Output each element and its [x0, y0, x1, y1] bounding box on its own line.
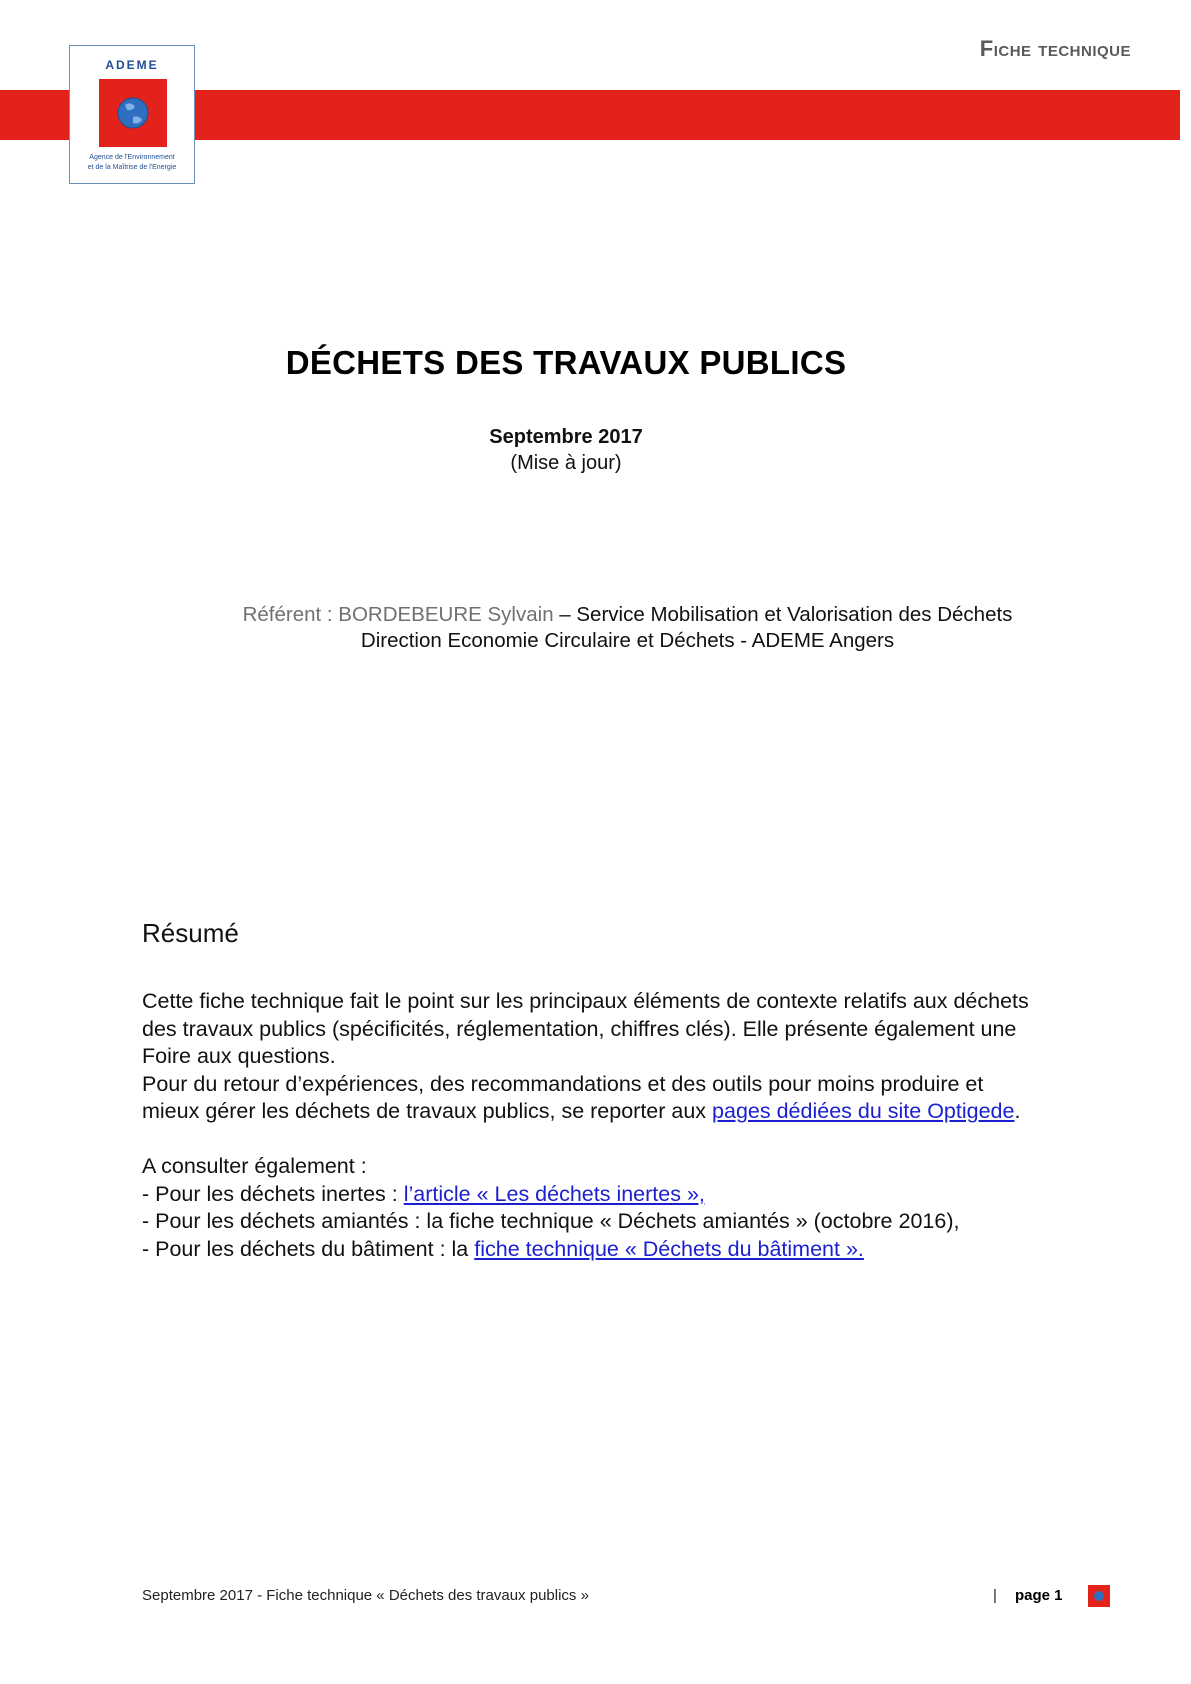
referent-direction: Direction Economie Circulaire et Déchets - ADEME Angers: [360, 629, 895, 652]
document-update-note: (Mise à jour): [510, 452, 622, 474]
referent-line: [0, 603, 1191, 627]
list-item: - Pour les déchets inertes : l’article « Les déchets inertes »,: [142, 1181, 705, 1206]
document-date: Septembre 2017: [489, 426, 643, 448]
see-also-heading: A consulter également :: [142, 1154, 367, 1178]
logo-tagline: Agence de l'Environnement et de la Maîtrise de l'Energie: [87, 154, 177, 171]
optigede-link[interactable]: pages dédiées du site Optigede: [712, 1099, 1015, 1123]
globe-icon: [1088, 1585, 1110, 1607]
referent-service: – Service Mobilisation et Valorisation des Déchets: [553, 603, 1013, 626]
globe-icon: [99, 79, 167, 147]
list-item: - Pour les déchets amiantés : la fiche technique « Déchets amiantés » (octobre 2016),: [142, 1209, 960, 1233]
page-number: page 1: [1015, 1587, 1063, 1604]
ademe-logo: [69, 45, 195, 184]
summary-heading: Résumé: [142, 918, 239, 948]
summary-paragraph: Cette fiche technique fait le point sur les principaux éléments de contexte relatifs aux déchets des travaux publics (spécificités, réglementation, chiffres clés). Elle présente également une Foire aux questions. Pour du retour d’expériences, des recommandations et des outils pour moins produire et mieux gérer les déchets de travaux publics, se reporter aux pages dédiées du site Optigede.: [142, 989, 1029, 1123]
footer-logo-icon: [1088, 1585, 1110, 1607]
inert-waste-article-link[interactable]: l’article « Les déchets inertes »,: [403, 1181, 705, 1206]
document-title: DÉCHETS DES TRAVAUX PUBLICS: [285, 344, 847, 381]
footer-separator: |: [993, 1587, 997, 1604]
list-item: - Pour les déchets du bâtiment : la fiche technique « Déchets du bâtiment ».: [142, 1236, 864, 1261]
see-also-list: [142, 1153, 1132, 1263]
logo-name: ADEME: [105, 58, 159, 72]
document-type-label: Fiche technique: [979, 36, 1131, 61]
footer-text: Septembre 2017 - Fiche technique « Déchets des travaux publics »: [142, 1587, 589, 1604]
logo-square: [99, 79, 167, 147]
referent-label: Référent :: [242, 603, 339, 626]
referent-name: BORDEBEURE Sylvain: [338, 603, 554, 626]
building-waste-sheet-link[interactable]: fiche technique « Déchets du bâtiment ».: [474, 1236, 864, 1261]
